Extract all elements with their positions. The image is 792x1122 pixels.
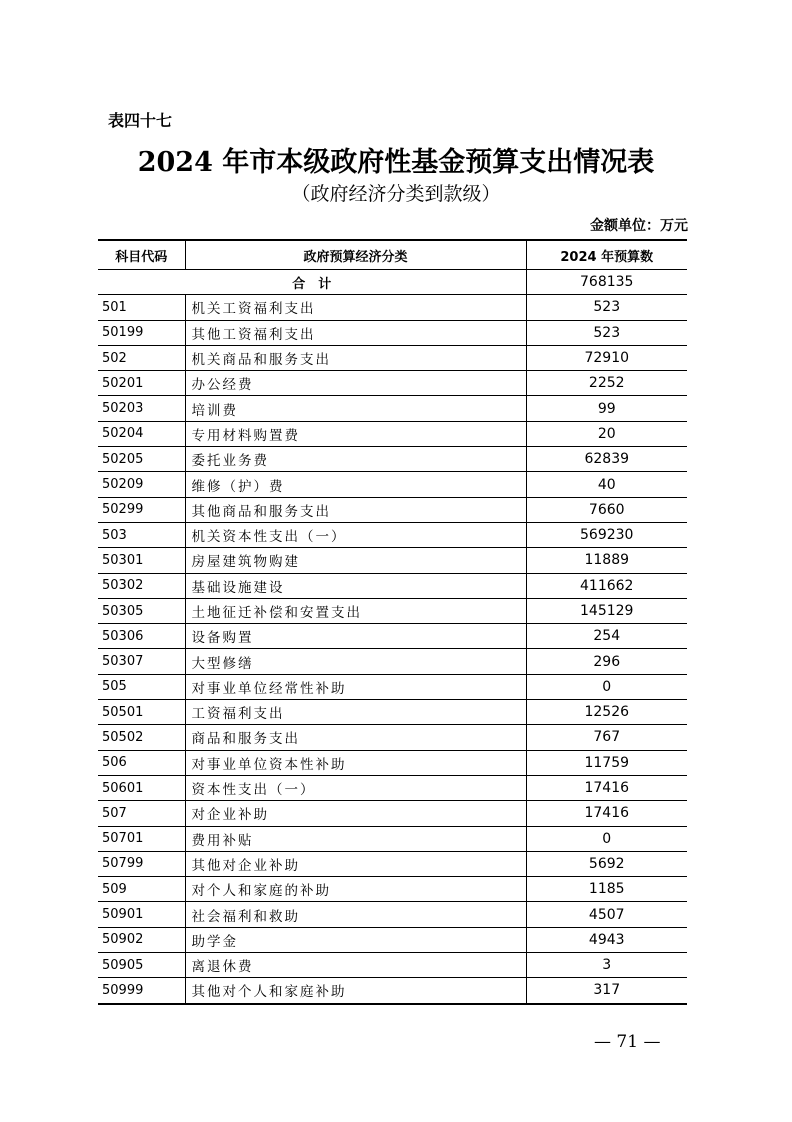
row-category-name: 费用补贴 xyxy=(185,826,526,851)
row-code: 506 xyxy=(98,750,185,775)
row-code: 50306 xyxy=(98,624,185,649)
row-category-name: 基础设施建设 xyxy=(185,573,526,598)
row-category-name: 机关工资福利支出 xyxy=(185,295,526,320)
table-row xyxy=(98,674,687,699)
row-amount: 72910 xyxy=(526,345,687,370)
table-row xyxy=(98,750,687,775)
table-label: 表四十七 xyxy=(108,111,173,130)
row-amount: 4507 xyxy=(526,902,687,927)
row-amount: 523 xyxy=(526,295,687,320)
table-row xyxy=(98,497,687,522)
row-amount: 1185 xyxy=(526,877,687,902)
row-category-name: 资本性支出（一） xyxy=(185,775,526,800)
row-category-name: 工资福利支出 xyxy=(185,700,526,725)
row-amount: 317 xyxy=(526,978,687,1004)
row-amount: 5692 xyxy=(526,851,687,876)
row-amount: 569230 xyxy=(526,522,687,547)
row-amount: 11889 xyxy=(526,548,687,573)
row-category-name: 房屋建筑物购建 xyxy=(185,548,526,573)
table-row xyxy=(98,978,687,1004)
unit-label: 金额单位：万元 xyxy=(590,218,688,234)
table-row xyxy=(98,345,687,370)
row-category-name: 离退休费 xyxy=(185,953,526,978)
row-category-name: 机关商品和服务支出 xyxy=(185,345,526,370)
table-row xyxy=(98,522,687,547)
row-category-name: 对企业补助 xyxy=(185,801,526,826)
total-row xyxy=(98,270,687,295)
row-category-name: 办公经费 xyxy=(185,371,526,396)
row-code: 502 xyxy=(98,345,185,370)
row-code: 50302 xyxy=(98,573,185,598)
row-code: 50299 xyxy=(98,497,185,522)
table-row xyxy=(98,826,687,851)
table-row xyxy=(98,877,687,902)
document-subtitle: （政府经济分类到款级） xyxy=(291,183,501,205)
row-code: 50204 xyxy=(98,421,185,446)
row-amount: 11759 xyxy=(526,750,687,775)
row-amount: 523 xyxy=(526,320,687,345)
row-code: 509 xyxy=(98,877,185,902)
row-code: 503 xyxy=(98,522,185,547)
row-category-name: 培训费 xyxy=(185,396,526,421)
row-code: 50301 xyxy=(98,548,185,573)
row-category-name: 设备购置 xyxy=(185,624,526,649)
row-category-name: 其他工资福利支出 xyxy=(185,320,526,345)
column-header-amount: 2024 年预算数 xyxy=(526,240,687,270)
row-category-name: 专用材料购置费 xyxy=(185,421,526,446)
row-category-name: 对事业单位经常性补助 xyxy=(185,674,526,699)
table-row xyxy=(98,371,687,396)
row-code: 50201 xyxy=(98,371,185,396)
table-row xyxy=(98,447,687,472)
row-category-name: 委托业务费 xyxy=(185,447,526,472)
row-category-name: 对事业单位资本性补助 xyxy=(185,750,526,775)
row-code: 50901 xyxy=(98,902,185,927)
row-category-name: 其他对个人和家庭补助 xyxy=(185,978,526,1004)
row-category-name: 其他对企业补助 xyxy=(185,851,526,876)
row-code: 50999 xyxy=(98,978,185,1004)
row-category-name: 维修（护）费 xyxy=(185,472,526,497)
total-amount: 768135 xyxy=(526,270,687,295)
row-code: 50799 xyxy=(98,851,185,876)
table-row xyxy=(98,320,687,345)
table-row xyxy=(98,902,687,927)
row-code: 50905 xyxy=(98,953,185,978)
table-row xyxy=(98,851,687,876)
row-code: 501 xyxy=(98,295,185,320)
row-amount: 2252 xyxy=(526,371,687,396)
row-amount: 145129 xyxy=(526,598,687,623)
row-category-name: 机关资本性支出（一） xyxy=(185,522,526,547)
table-row xyxy=(98,598,687,623)
row-amount: 7660 xyxy=(526,497,687,522)
row-code: 50199 xyxy=(98,320,185,345)
row-amount: 4943 xyxy=(526,927,687,952)
row-category-name: 对个人和家庭的补助 xyxy=(185,877,526,902)
row-category-name: 商品和服务支出 xyxy=(185,725,526,750)
row-amount: 40 xyxy=(526,472,687,497)
row-amount: 296 xyxy=(526,649,687,674)
row-code: 50701 xyxy=(98,826,185,851)
total-label: 合 计 xyxy=(98,270,526,295)
row-category-name: 大型修缮 xyxy=(185,649,526,674)
row-amount: 62839 xyxy=(526,447,687,472)
row-code: 507 xyxy=(98,801,185,826)
row-code: 50305 xyxy=(98,598,185,623)
row-category-name: 社会福利和救助 xyxy=(185,902,526,927)
row-category-name: 助学金 xyxy=(185,927,526,952)
row-code: 50501 xyxy=(98,700,185,725)
row-amount: 411662 xyxy=(526,573,687,598)
table-row xyxy=(98,295,687,320)
table-row xyxy=(98,573,687,598)
row-category-name: 土地征迁补偿和安置支出 xyxy=(185,598,526,623)
column-header-name: 政府预算经济分类 xyxy=(185,240,526,270)
row-amount: 20 xyxy=(526,421,687,446)
row-amount: 3 xyxy=(526,953,687,978)
row-amount: 17416 xyxy=(526,775,687,800)
table-row xyxy=(98,700,687,725)
row-amount: 254 xyxy=(526,624,687,649)
table-row xyxy=(98,624,687,649)
table-row xyxy=(98,548,687,573)
table-row xyxy=(98,801,687,826)
table-row xyxy=(98,421,687,446)
row-amount: 0 xyxy=(526,674,687,699)
row-category-name: 其他商品和服务支出 xyxy=(185,497,526,522)
row-code: 50205 xyxy=(98,447,185,472)
budget-table xyxy=(98,239,687,1005)
table-row xyxy=(98,725,687,750)
row-code: 50307 xyxy=(98,649,185,674)
table-row xyxy=(98,649,687,674)
row-amount: 17416 xyxy=(526,801,687,826)
table-row xyxy=(98,396,687,421)
row-code: 505 xyxy=(98,674,185,699)
row-code: 50209 xyxy=(98,472,185,497)
row-code: 50902 xyxy=(98,927,185,952)
page-number: — 71 — xyxy=(594,1032,661,1052)
table-row xyxy=(98,775,687,800)
row-amount: 0 xyxy=(526,826,687,851)
row-amount: 12526 xyxy=(526,700,687,725)
row-amount: 99 xyxy=(526,396,687,421)
table-row xyxy=(98,472,687,497)
row-amount: 767 xyxy=(526,725,687,750)
column-header-code: 科目代码 xyxy=(98,240,185,270)
row-code: 50203 xyxy=(98,396,185,421)
row-code: 50502 xyxy=(98,725,185,750)
table-row xyxy=(98,953,687,978)
table-header-row xyxy=(98,240,687,270)
row-code: 50601 xyxy=(98,775,185,800)
document-title: 2024 年市本级政府性基金预算支出情况表 xyxy=(137,147,655,178)
table-row xyxy=(98,927,687,952)
